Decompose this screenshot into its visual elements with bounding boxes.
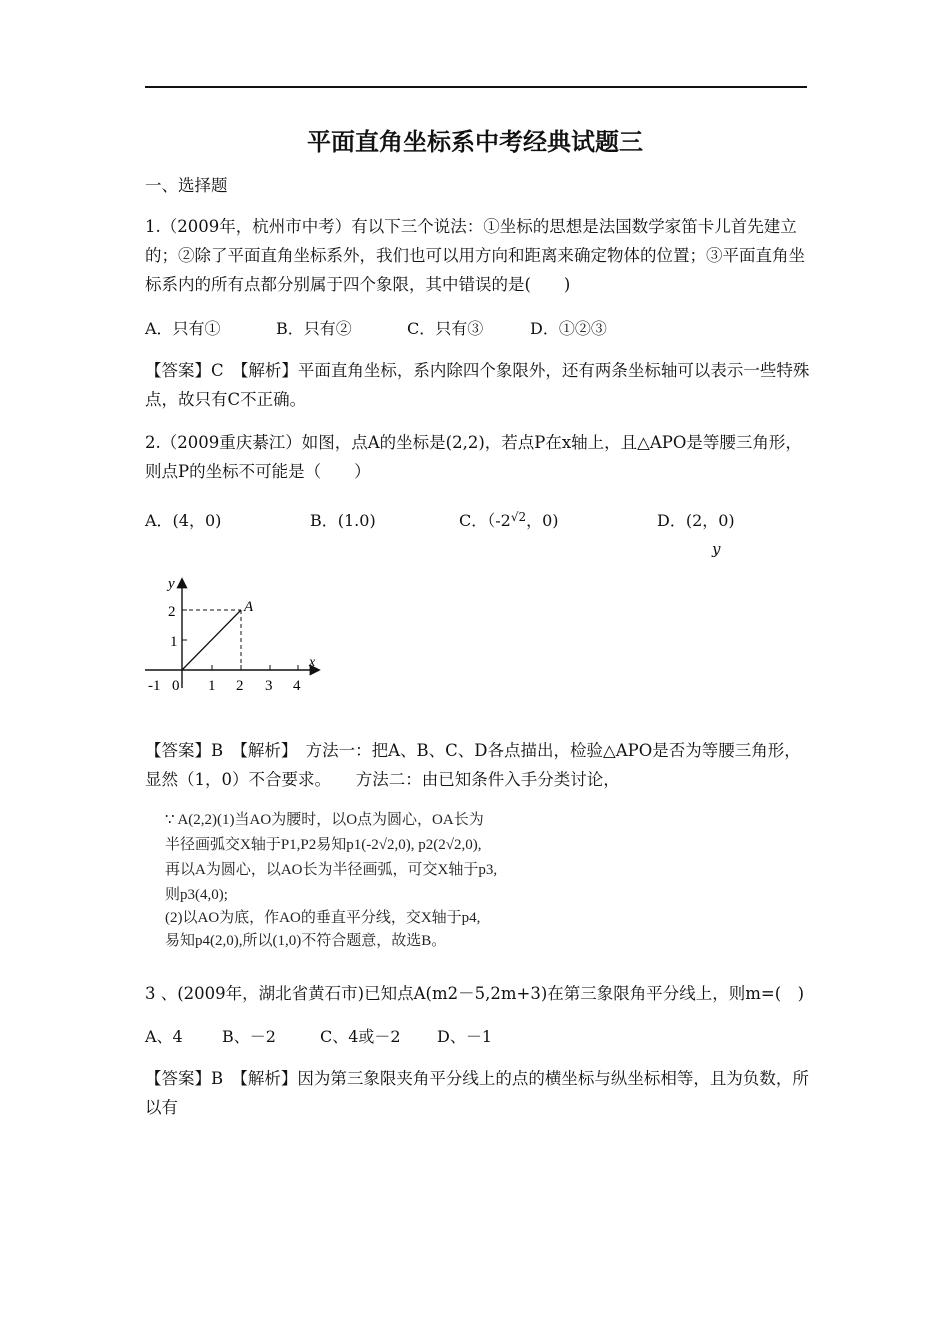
q2-option-c-prefix: C．（-2 bbox=[459, 511, 511, 530]
x-tick-2: 2 bbox=[236, 678, 244, 694]
x-tick-3: 3 bbox=[265, 678, 273, 694]
q1-option-b: B．只有② bbox=[276, 319, 352, 338]
q3-option-a: A、4 bbox=[145, 1027, 183, 1046]
q2-option-c bbox=[459, 508, 559, 531]
sqrt-two: √2 bbox=[510, 510, 527, 524]
q1-option-c: C．只有③ bbox=[407, 319, 484, 338]
solution-line-3: 再以A为圆心，以AO长为半径画弧，可交X轴于p3, bbox=[165, 862, 498, 878]
y-tick-2: 2 bbox=[168, 604, 176, 620]
q3-option-c: C、4或－2 bbox=[320, 1027, 401, 1046]
y-axis-label: y bbox=[168, 576, 175, 592]
question-1-text: 1.（2009年，杭州市中考）有以下三个说法：①坐标的思想是法国数学家笛卡儿首先建立的；②除了平面直角坐标系外，我们也可以用方向和距离来确定物体的位置；③平面直角坐标系内的所有点都分别属于四个象限，其中错误的是( ) bbox=[145, 217, 805, 294]
stray-y-label: y bbox=[712, 540, 721, 558]
q2-answer: 【答案】B 【解析】 方法一：把A、B、C、D各点描出，检验△APO是否为等腰三角形，显然（1，0）不合要求。 方法二：由已知条件入手分类讨论， bbox=[145, 741, 801, 789]
solution-line-6: 易知p4(2,0),所以(1,0)不符合题意，故选B。 bbox=[165, 933, 447, 949]
question-3-text: 3 、(2009年，湖北省黄石市)已知点A(m2－5,2m+3)在第三象限角平分线上，则m=( ) bbox=[145, 984, 805, 1003]
x-tick-1: 1 bbox=[208, 678, 216, 694]
solution-line-4: 则p3(4,0); bbox=[165, 887, 228, 903]
y-tick-1: 1 bbox=[170, 634, 178, 650]
x-tick-neg1: -1 bbox=[148, 678, 161, 694]
q2-option-b: B．(1.0) bbox=[310, 511, 376, 530]
q2-option-a: A．(4，0) bbox=[145, 511, 222, 530]
point-a-label: A bbox=[244, 599, 254, 615]
solution-line-5: (2)以AO为底，作AO的垂直平分线，交X轴于p4, bbox=[165, 910, 481, 926]
segment-oa bbox=[182, 610, 241, 670]
solution-line-1: ∵ A(2,2)(1)当AO为腰时，以O点为圆心，OA长为 bbox=[165, 812, 484, 828]
coordinate-graph bbox=[140, 570, 330, 695]
q3-option-b: B、－2 bbox=[222, 1027, 276, 1046]
section-heading: 一、选择题 bbox=[145, 176, 228, 195]
x-tick-0: 0 bbox=[172, 678, 180, 694]
page-title: 平面直角坐标系中考经典试题三 bbox=[307, 128, 643, 156]
solution-line-2: 半径画弧交X轴于P1,P2易知p1(-2√2,0), p2(2√2,0), bbox=[165, 837, 482, 853]
q1-option-d: D．①②③ bbox=[530, 319, 607, 338]
question-2-text: 2.（2009重庆綦江）如图，点A的坐标是(2,2)，若点P在x轴上，且△APO是等腰三角形，则点P的坐标不可能是（ ） bbox=[145, 433, 802, 481]
q3-answer: 【答案】B 【解析】因为第三象限夹角平分线上的点的横坐标与纵坐标相等，且为负数，所以有 bbox=[145, 1069, 809, 1117]
q2-option-d: D．(2，0) bbox=[657, 511, 735, 530]
q1-answer: 【答案】C 【解析】平面直角坐标，系内除四个象限外，还有两条坐标轴可以表示一些特殊点，故只有C不正确。 bbox=[145, 361, 810, 409]
x-axis-label: x bbox=[309, 655, 316, 670]
q3-option-d: D、－1 bbox=[437, 1027, 493, 1046]
x-tick-4: 4 bbox=[293, 678, 301, 694]
q1-option-a: A．只有① bbox=[145, 319, 221, 338]
header-rule bbox=[145, 86, 807, 88]
q2-option-c-suffix: ，0) bbox=[526, 511, 559, 530]
